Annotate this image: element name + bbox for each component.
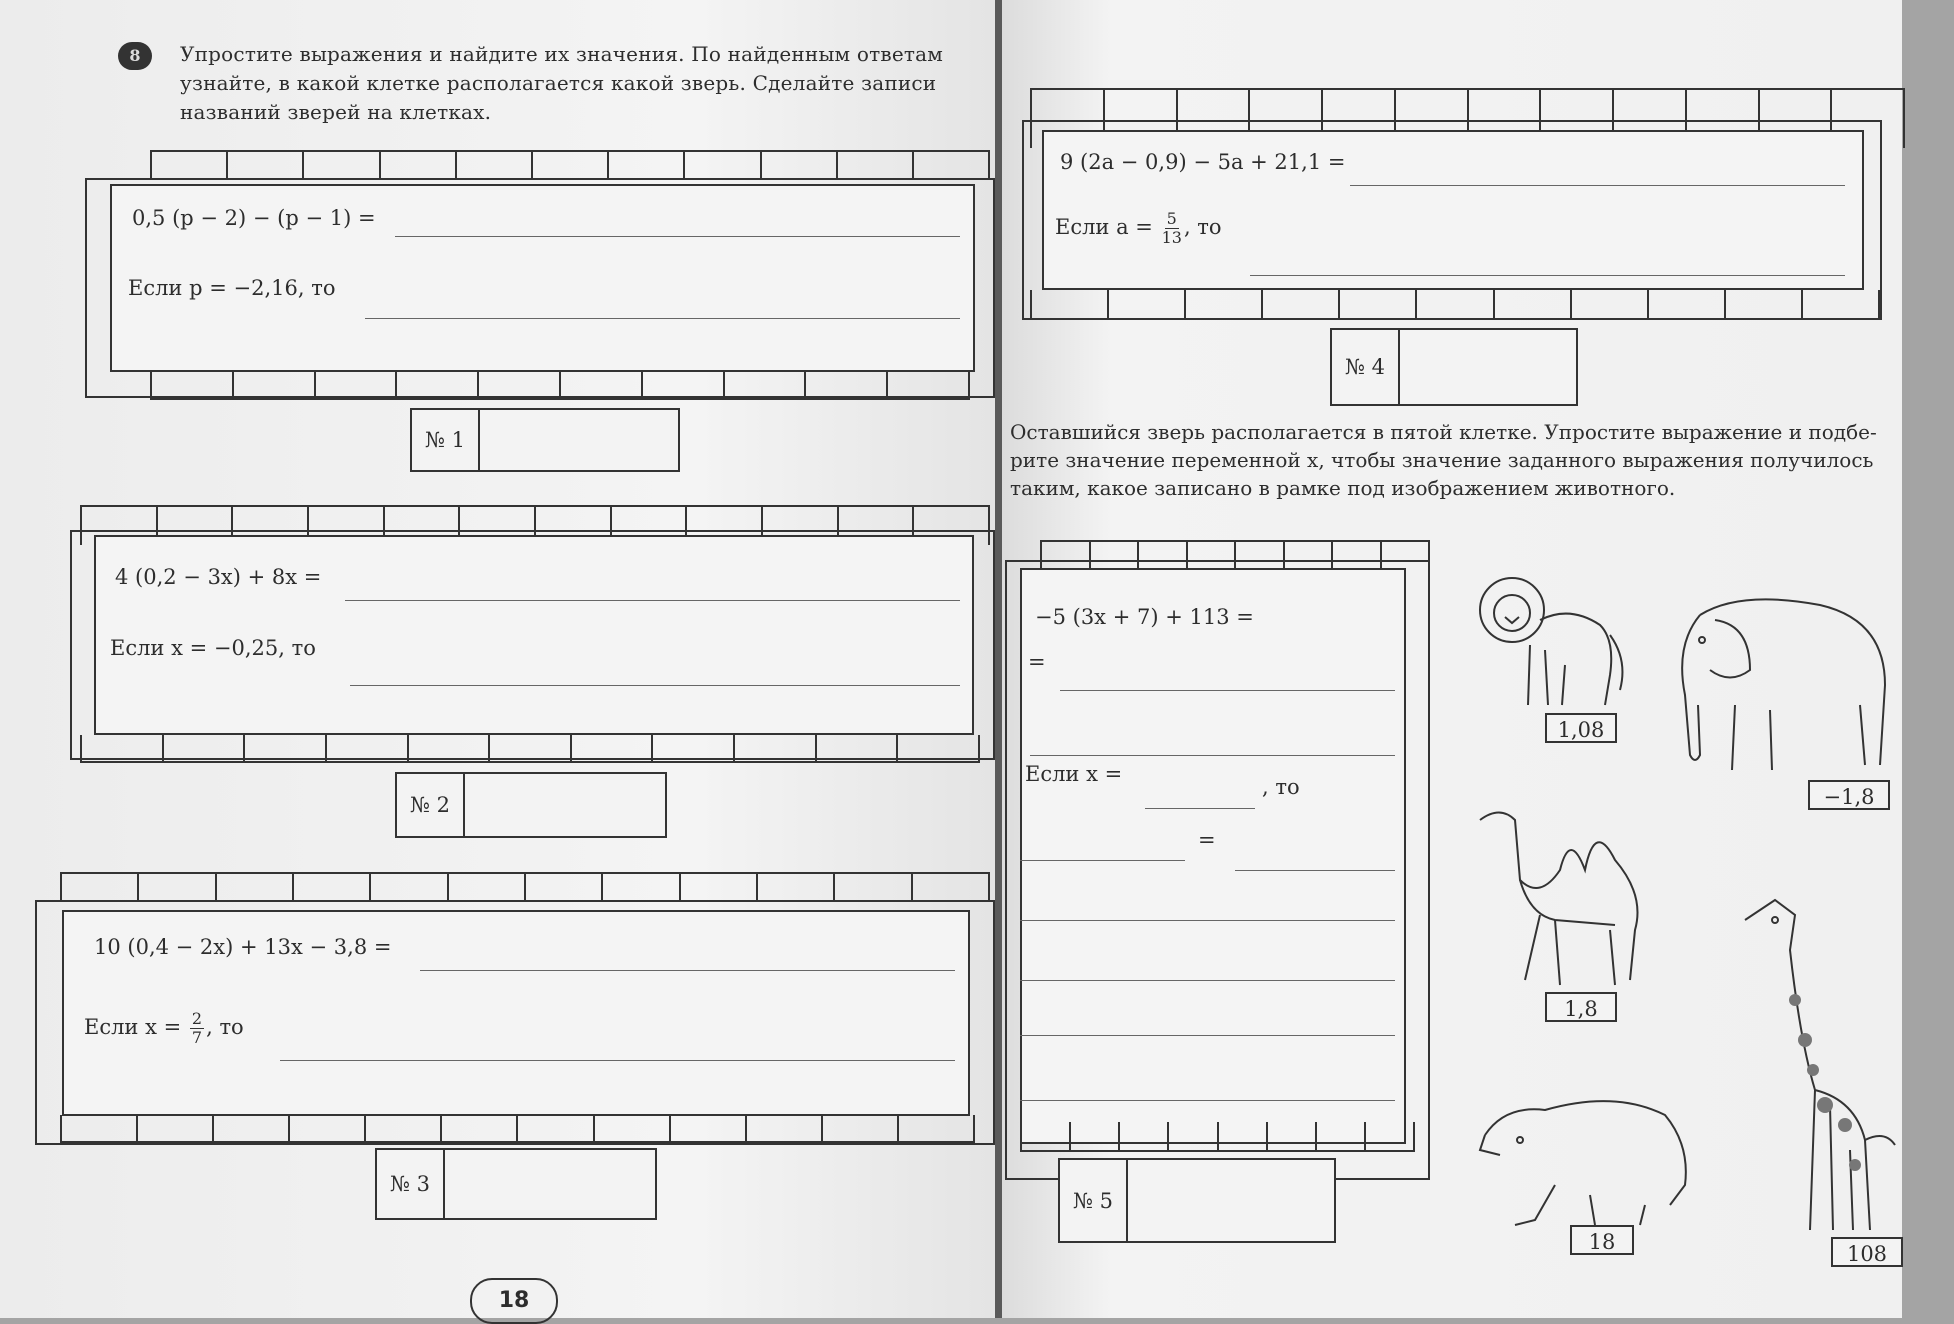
cage-5-work-line[interactable] — [1020, 920, 1395, 921]
cage-1-bottom-bars — [150, 372, 970, 400]
cage-1-condition: Если p = −2,16, то — [128, 276, 336, 300]
cage-1-number: № 1 — [412, 410, 480, 470]
cage-1-label-box — [410, 408, 680, 472]
cage-5-inner-panel — [1020, 568, 1406, 1144]
cage-2-label-box — [395, 772, 667, 838]
cage-3-label-box — [375, 1148, 657, 1220]
giraffe-icon — [1735, 890, 1905, 1240]
cage-5-equals-2: = — [1198, 828, 1216, 852]
lion-value-tag: 1,08 — [1545, 713, 1617, 743]
cage-4-answer-line[interactable] — [1350, 185, 1845, 186]
cage-3-answer-line[interactable] — [420, 970, 955, 971]
elephant-value-tag: −1,8 — [1808, 780, 1890, 810]
cage-5-label-box — [1058, 1158, 1336, 1243]
cage-2-value-line[interactable] — [350, 685, 960, 686]
cage-2-answer-line[interactable] — [345, 600, 960, 601]
cage-4-fraction — [1162, 210, 1182, 247]
cage-1-expression: 0,5 (p − 2) − (p − 1) = — [132, 206, 376, 230]
fifth-cage-instruction — [1010, 418, 1910, 502]
cage-3-value-line[interactable] — [280, 1060, 955, 1061]
lion-icon — [1470, 565, 1630, 715]
cage-3-expression: 10 (0,4 − 2x) + 13x − 3,8 = — [94, 935, 392, 959]
cage-4-expression: 9 (2a − 0,9) − 5a + 21,1 = — [1060, 150, 1346, 174]
cage-5-bottom-bars — [1020, 1122, 1415, 1152]
cage-5-work-line[interactable] — [1020, 860, 1185, 861]
camel-value-tag: 1,8 — [1545, 992, 1617, 1022]
cage-5-work-line[interactable] — [1020, 1035, 1395, 1036]
fraction-numerator: 5 — [1166, 209, 1177, 228]
cage-5-work-line[interactable] — [1060, 690, 1395, 691]
cage-3-condition-suffix: , то — [206, 1015, 244, 1039]
fraction-numerator: 2 — [191, 1009, 203, 1028]
bear-icon — [1475, 1075, 1695, 1235]
cage-1-animal-name-field[interactable] — [480, 410, 678, 470]
fifth-instruction-line: Оставшийся зверь располагается в пятой клетке. Упростите выражение и подбе- — [1010, 420, 1877, 444]
task-instruction — [180, 40, 1000, 127]
cage-3-fraction — [190, 1010, 204, 1047]
cage-4-number: № 4 — [1332, 330, 1400, 404]
cage-5-number: № 5 — [1060, 1160, 1128, 1241]
cage-4-label-box — [1330, 328, 1578, 406]
cage-5-condition-prefix: Если x = — [1025, 762, 1123, 786]
cage-1-value-line[interactable] — [365, 318, 960, 319]
cage-4-condition — [1055, 210, 1222, 247]
cage-1-top-bars — [150, 150, 990, 180]
cage-5-condition-suffix: , то — [1262, 775, 1300, 799]
cage-5-work-line[interactable] — [1030, 755, 1395, 756]
camel-icon — [1470, 800, 1660, 995]
bear-value-tag: 18 — [1570, 1225, 1634, 1255]
cage-3-condition — [84, 1010, 244, 1047]
task-instruction-line: Упростите выражения и найдите их значения. По найденным ответам — [180, 42, 944, 66]
task-instruction-line: узнайте, в какой клетке располагается какой зверь. Сделайте записи — [180, 71, 937, 95]
cage-5-work-line[interactable] — [1020, 1100, 1395, 1101]
cage-5-work-line[interactable] — [1235, 870, 1395, 871]
task-instruction-line: названий зверей на клетках. — [180, 100, 492, 124]
cage-4-bottom-bars — [1030, 290, 1880, 320]
cage-3-top-bars — [60, 872, 990, 902]
cage-3-animal-name-field[interactable] — [445, 1150, 655, 1218]
cage-2-condition: Если x = −0,25, то — [110, 636, 316, 660]
fraction-denominator: 13 — [1161, 228, 1182, 247]
giraffe-value-tag: 108 — [1831, 1237, 1903, 1267]
fifth-instruction-line: рите значение переменной x, чтобы значение заданного выражения получилось — [1010, 448, 1874, 472]
cage-4-condition-prefix: Если a = — [1055, 215, 1153, 239]
cage-3-condition-prefix: Если x = — [84, 1015, 182, 1039]
cage-5-animal-name-field[interactable] — [1128, 1160, 1334, 1241]
cage-1-answer-line[interactable] — [395, 236, 960, 237]
cage-4-animal-name-field[interactable] — [1400, 330, 1576, 404]
page-number: 18 — [470, 1278, 558, 1324]
fraction-denominator: 7 — [191, 1028, 203, 1047]
cage-5-equals: = — [1028, 650, 1046, 674]
cage-5-expression: −5 (3x + 7) + 113 = — [1035, 605, 1254, 629]
cage-4-value-line[interactable] — [1250, 275, 1845, 276]
cage-2-bottom-bars — [80, 735, 980, 763]
cage-2-number: № 2 — [397, 774, 465, 836]
cage-3-number: № 3 — [377, 1150, 445, 1218]
task-number-badge: 8 — [118, 42, 152, 70]
cage-2-animal-name-field[interactable] — [465, 774, 665, 836]
fifth-instruction-line: таким, какое записано в рамке под изображением животного. — [1010, 476, 1676, 500]
cage-2-expression: 4 (0,2 − 3x) + 8x = — [115, 565, 322, 589]
cage-4-condition-suffix: , то — [1183, 215, 1222, 239]
cage-5-x-value-line[interactable] — [1145, 808, 1255, 809]
elephant-icon — [1660, 585, 1900, 785]
cage-5-work-line[interactable] — [1020, 980, 1395, 981]
cage-3-bottom-bars — [60, 1115, 975, 1143]
